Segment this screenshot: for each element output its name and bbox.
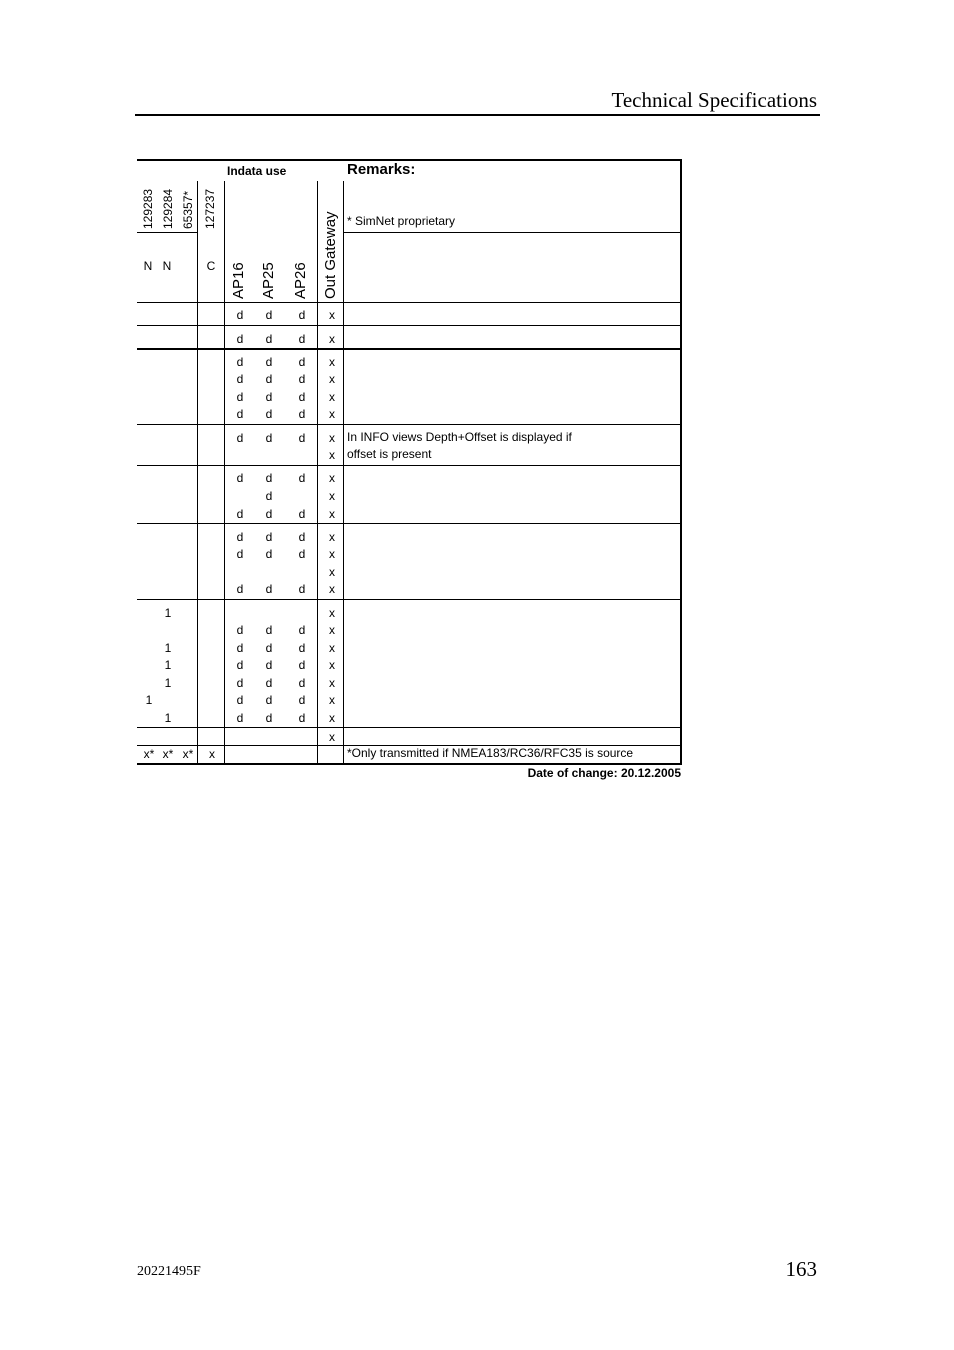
table-cell: 1 [164,676,172,690]
table-cell: d [265,693,273,707]
table-cell: d [265,390,273,404]
table-cell: d [265,582,273,596]
table-cell: d [236,641,244,655]
table-cell: x [329,407,335,421]
table-cell: d [236,308,244,322]
row-divider [137,348,682,350]
table-cell: x [329,471,335,485]
table-cell: d [236,676,244,690]
table-cell: x* [143,747,155,761]
table-cell: d [236,693,244,707]
table-cell: d [236,372,244,386]
table-cell: d [265,507,273,521]
type-cell: N [162,259,172,273]
table-cell: d [298,676,306,690]
header-remark: * SimNet proprietary [347,214,456,228]
table-cell: 1 [164,658,172,672]
remarks-label: Remarks: [347,161,416,178]
table-cell: d [298,431,306,445]
col-divider [197,181,198,764]
table-cell: x [329,308,335,322]
header-rule [135,114,820,116]
row-remark: offset is present [347,447,432,461]
table-cell: d [265,407,273,421]
row-remark: *Only transmitted if NMEA183/RC36/RFC35 is source [347,746,634,760]
table-right-border [680,159,682,765]
table-cell: 1 [164,711,172,725]
table-cell: d [265,332,273,346]
table-cell: d [236,623,244,637]
type-cell: C [206,259,216,273]
page-number: 163 [785,1257,817,1281]
pgn-header: 129283 [141,188,155,229]
table-cell: d [298,332,306,346]
table-cell: d [298,355,306,369]
table-cell: d [298,547,306,561]
table-cell: d [298,623,306,637]
table-cell: d [265,372,273,386]
pgn-header: 129284 [161,188,175,229]
table-cell: x [329,623,335,637]
table-cell: x [329,448,335,462]
device-header: AP16 [230,262,247,299]
table-cell: d [298,693,306,707]
row-divider [137,727,682,728]
row-divider [137,523,682,524]
table-cell: 1 [164,641,172,655]
table-cell: 1 [164,606,172,620]
table-cell: d [265,355,273,369]
date-of-change: Date of change: 20.12.2005 [527,766,681,780]
table-cell: d [236,582,244,596]
pgn-header: 65357* [181,190,195,229]
table-cell: x [329,565,335,579]
header-divider [343,232,682,233]
device-header: AP26 [292,262,309,299]
table-cell: d [298,641,306,655]
col-divider [317,181,318,764]
page-header-title: Technical Specifications [611,88,817,112]
table-cell: x [329,711,335,725]
table-cell: d [265,471,273,485]
table-cell: x [329,658,335,672]
table-cell: d [298,471,306,485]
table-cell: d [236,507,244,521]
device-header: AP25 [260,262,277,299]
table-cell: d [298,711,306,725]
table-cell: d [236,547,244,561]
table-cell: d [265,623,273,637]
table-cell: x [329,431,335,445]
table-cell: x [329,547,335,561]
table-cell: d [236,658,244,672]
table-cell: x [329,693,335,707]
table-cell: d [265,711,273,725]
table-cell: x [329,606,335,620]
table-cell: d [265,676,273,690]
table-cell: 1 [145,693,153,707]
table-cell: x [329,332,335,346]
spec-table [137,159,682,765]
table-cell: d [298,308,306,322]
table-cell: d [236,332,244,346]
table-cell: d [236,407,244,421]
document-number: 20221495F [137,1264,201,1279]
table-cell: d [265,530,273,544]
table-cell: d [236,355,244,369]
table-cell: d [298,390,306,404]
row-divider [137,302,682,303]
table-cell: d [236,711,244,725]
table-cell: x [329,582,335,596]
table-cell: x [329,390,335,404]
table-cell: d [298,530,306,544]
device-header: Out Gateway [322,211,339,299]
table-bottom-border [137,763,682,765]
table-cell: d [265,431,273,445]
row-divider [137,599,682,600]
table-cell: d [298,507,306,521]
table-cell: d [265,658,273,672]
table-cell: x [329,676,335,690]
table-cell: d [236,471,244,485]
header-divider [137,232,197,233]
table-cell: x [329,355,335,369]
col-divider [224,181,225,764]
table-cell: d [265,641,273,655]
col-divider [343,181,344,764]
type-cell: N [143,259,153,273]
table-cell: x* [182,747,194,761]
table-cell: x* [162,747,174,761]
table-cell: d [265,547,273,561]
table-cell: d [298,372,306,386]
table-cell: x [329,489,335,503]
row-divider [137,325,682,326]
table-cell: x [329,730,335,744]
table-cell: d [236,530,244,544]
row-remark: In INFO views Depth+Offset is displayed if [347,430,572,444]
table-cell: d [265,308,273,322]
row-divider [137,465,682,466]
table-cell: x [329,372,335,386]
indata-use-label: Indata use [227,164,287,178]
table-cell: d [298,582,306,596]
table-cell: d [236,390,244,404]
table-cell: d [236,431,244,445]
table-cell: x [329,641,335,655]
table-cell: d [298,407,306,421]
pgn-header: 127237 [203,188,217,229]
table-cell: x [329,507,335,521]
row-divider [137,424,682,425]
table-cell: x [209,747,215,761]
table-cell: x [329,530,335,544]
table-cell: d [265,489,273,503]
table-cell: d [298,658,306,672]
